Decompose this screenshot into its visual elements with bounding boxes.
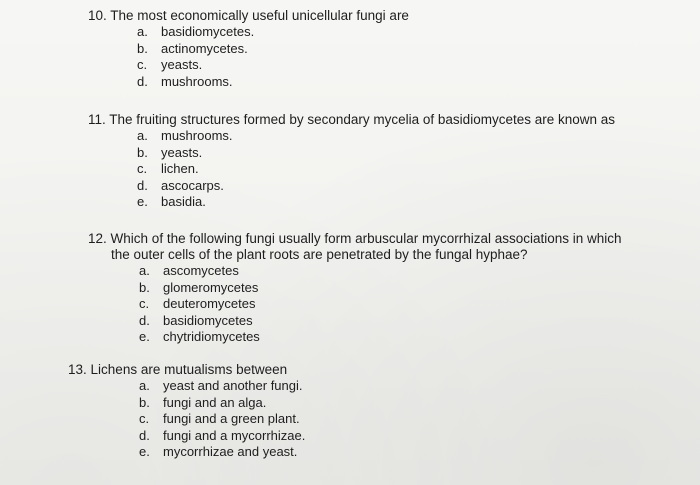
option-e[interactable] — [137, 194, 615, 211]
question-number: 11. — [88, 112, 106, 127]
option-b[interactable] — [139, 280, 622, 297]
option-letter: a. — [137, 128, 148, 143]
option-text: ascomycetes — [163, 263, 239, 278]
answer-options — [137, 24, 409, 90]
question-text: The fruiting structures formed by secondary mycelia of basidiomycetes are known as — [109, 112, 616, 127]
option-text: ascocarps. — [161, 177, 224, 193]
option-e[interactable] — [139, 444, 305, 461]
option-text: fungi and an alga. — [163, 394, 267, 410]
option-letter: e. — [139, 444, 150, 459]
option-letter: e. — [137, 194, 148, 209]
option-text: basidiomycetes — [163, 312, 253, 328]
option-letter: b. — [139, 279, 150, 295]
question-stem — [88, 231, 622, 263]
option-letter: b. — [139, 394, 150, 410]
option-letter: d. — [139, 312, 150, 328]
question-stem — [68, 362, 305, 378]
option-text: fungi and a green plant. — [163, 411, 300, 426]
option-b[interactable] — [137, 41, 409, 58]
option-a[interactable] — [137, 128, 615, 145]
option-text: mycorrhizae and yeast. — [163, 444, 298, 459]
question-10 — [88, 8, 409, 90]
answer-options — [139, 263, 622, 346]
option-e[interactable] — [139, 329, 622, 346]
question-number: 13. — [68, 362, 87, 377]
option-text: actinomycetes. — [161, 40, 248, 56]
option-text: basidia. — [161, 194, 206, 209]
question-stem — [88, 8, 409, 24]
option-letter: c. — [137, 57, 148, 72]
question-stem-line-2: the outer cells of the plant roots are penetrated by the fungal hyphae? — [111, 247, 528, 262]
option-text: basidiomycetes. — [161, 24, 255, 39]
option-text: yeasts. — [161, 57, 203, 72]
question-number: 12. — [88, 231, 107, 246]
question-stem-line-1 — [88, 231, 622, 247]
question-text: Lichens are mutualisms between — [90, 362, 288, 377]
option-text: mushrooms. — [161, 128, 233, 143]
option-c[interactable] — [139, 411, 305, 428]
option-d[interactable] — [137, 74, 409, 91]
question-11 — [88, 112, 615, 211]
question-12 — [88, 231, 622, 346]
option-a[interactable] — [139, 263, 622, 280]
option-letter: d. — [137, 73, 148, 89]
option-text: glomeromycetes — [163, 279, 259, 295]
option-letter: c. — [139, 411, 150, 426]
question-number: 10. — [88, 8, 107, 23]
option-letter: a. — [139, 263, 150, 278]
option-letter: a. — [139, 378, 150, 393]
option-letter: c. — [139, 296, 150, 311]
option-text: lichen. — [161, 161, 199, 176]
option-b[interactable] — [137, 145, 615, 162]
answer-options — [137, 128, 615, 211]
option-text: chytridiomycetes — [163, 329, 260, 344]
option-text: yeast and another fungi. — [163, 378, 303, 393]
option-b[interactable] — [139, 395, 305, 412]
option-c[interactable] — [137, 57, 409, 74]
option-letter: b. — [137, 40, 148, 56]
question-stem — [88, 112, 615, 128]
question-text: The most economically useful unicellular fungi are — [110, 8, 409, 23]
option-letter: d. — [139, 427, 150, 443]
question-text: Which of the following fungi usually form arbuscular mycorrhizal associations in which — [110, 231, 622, 246]
option-text: deuteromycetes — [163, 296, 256, 311]
option-d[interactable] — [139, 428, 305, 445]
answer-options — [139, 378, 305, 461]
option-a[interactable] — [139, 378, 305, 395]
option-letter: a. — [137, 24, 148, 39]
option-letter: b. — [137, 144, 148, 160]
option-text: fungi and a mycorrhizae. — [163, 427, 306, 443]
option-d[interactable] — [137, 178, 615, 195]
option-text: mushrooms. — [161, 73, 233, 89]
option-letter: d. — [137, 177, 148, 193]
question-13 — [68, 362, 305, 461]
option-c[interactable] — [137, 161, 615, 178]
option-d[interactable] — [139, 313, 622, 330]
option-c[interactable] — [139, 296, 622, 313]
option-a[interactable] — [137, 24, 409, 41]
option-text: yeasts. — [161, 144, 203, 160]
option-letter: e. — [139, 329, 150, 344]
option-letter: c. — [137, 161, 148, 176]
